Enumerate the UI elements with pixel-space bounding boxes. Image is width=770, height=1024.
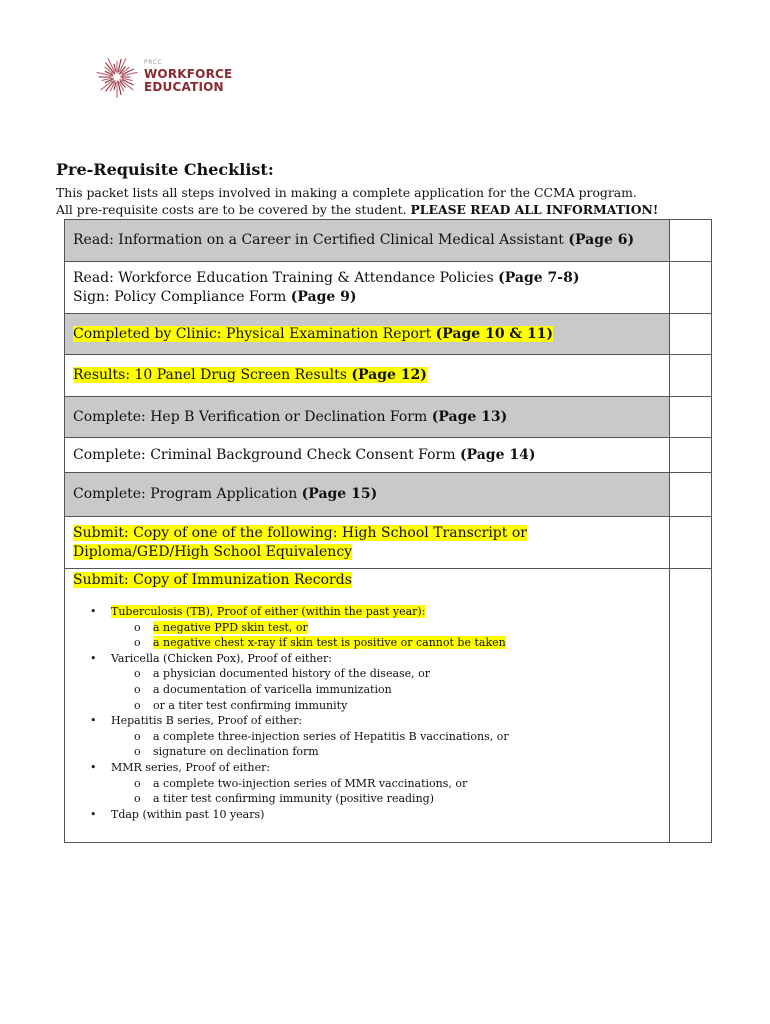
sub-list [111,666,661,713]
item-label: Read: Workforce Education Training & Attendance Policies [73,269,494,286]
intro-line-1: This packet lists all steps involved in making a complete application for the CCMA program. [56,185,637,200]
checklist-row-transcript [65,517,711,569]
sub-list-item [111,776,661,792]
sub-list-item [111,635,661,651]
row-text [65,438,669,472]
item-label: Submit: Copy of one of the following: High School Transcript or [73,524,527,541]
list-item [73,713,661,760]
sub-item-text: a complete three-injection series of Hepatitis B vaccinations, or [153,729,509,743]
list-item [73,604,661,651]
page-ref: (Page 7-8) [498,269,580,286]
immunization-heading: Submit: Copy of Immunization Records [73,572,352,588]
item-label: Read: Information on a Career in Certified Clinical Medical Assistant [73,232,564,248]
item-label: Sign: Policy Compliance Form [73,288,287,305]
item-label: Completed by Clinic: Physical Examination Report [73,325,432,342]
sub-list-item [111,698,661,714]
logo-line2: EDUCATION [144,80,224,94]
page-ref: (Page 14) [459,446,536,463]
intro-text [56,184,736,218]
intro-line-2 [56,201,736,218]
list-item [73,760,661,807]
checkbox-cell[interactable] [669,473,711,516]
item-label: Diploma/GED/High School Equivalency [73,543,353,560]
sub-item-text: a titer test confirming immunity (positive reading) [153,792,434,806]
sub-item-text: a physician documented history of the disease, or [153,667,431,681]
sub-list-item [111,744,661,760]
item-label: Tuberculosis (TB), Proof of either (within the past year): [111,605,426,618]
sub-list-item [111,729,661,745]
checklist-row-drug-screen [65,355,711,397]
checkbox-cell[interactable] [669,355,711,396]
sub-item-text: a negative chest x-ray if skin test is positive or cannot be taken [153,636,506,650]
sub-item-text: a negative PPD skin test, or [153,620,308,634]
sub-list [111,729,661,760]
checkbox-cell[interactable] [669,262,711,313]
row-text [65,262,669,313]
row-text [65,517,669,568]
item-label: Results: 10 Panel Drug Screen Results [73,367,347,383]
page-ref: (Page 13) [431,408,508,425]
page-ref: (Page 15) [301,486,378,502]
prcc-workforce-education-logo [96,54,232,100]
sub-item-text: a documentation of varicella immunization [153,682,392,696]
sub-item-text: or a titer test confirming immunity [153,698,348,712]
checkbox-cell[interactable] [669,438,711,472]
sub-item-text: signature on declination form [153,745,319,759]
row-text [65,355,669,396]
page-ref: (Page 10 & 11) [435,325,554,342]
prerequisite-checklist-table [64,219,712,843]
item-label: MMR series, Proof of either: [111,760,271,774]
checkbox-cell[interactable] [669,569,711,842]
row-text [65,220,669,261]
immunization-list [73,604,661,822]
starburst-icon [96,54,138,100]
page-ref: (Page 9) [290,288,357,305]
checkbox-cell[interactable] [669,314,711,354]
page-ref: (Page 12) [351,367,427,383]
intro-warning: PLEASE READ ALL INFORMATION! [410,202,659,217]
intro-line-2-text: All pre-requisite costs are to be covered by the student. [56,202,407,217]
checkbox-cell[interactable] [669,220,711,261]
checkbox-cell[interactable] [669,397,711,437]
checkbox-cell[interactable] [669,517,711,568]
item-label: Complete: Program Application [73,486,298,502]
sub-list-item [111,620,661,636]
checklist-row-career-info [65,220,711,262]
page-ref: (Page 6) [568,232,635,248]
checklist-row-policies [65,262,711,314]
sub-list-item [111,682,661,698]
item-label: Complete: Hep B Verification or Declination Form [73,408,428,425]
page-title: Pre-Requisite Checklist: [56,160,274,179]
sub-list-item [111,791,661,807]
row-text [65,473,669,516]
item-label: Complete: Criminal Background Check Consent Form [73,446,456,463]
sub-list [111,776,661,807]
checklist-row-immunization [65,569,711,842]
sub-item-text: a complete two-injection series of MMR vaccinations, or [153,776,468,790]
sub-list [111,620,661,651]
row-text [65,569,669,842]
checklist-row-background-check [65,438,711,473]
checklist-row-physical-exam [65,314,711,355]
logo-line1: WORKFORCE [144,67,233,81]
row-text [65,314,669,354]
row-text [65,397,669,437]
checklist-row-hep-b-form [65,397,711,438]
item-label: Hepatitis B series, Proof of either: [111,714,303,728]
list-item [73,651,661,713]
item-label: Tdap (within past 10 years) [111,807,265,821]
logo-small-text: PRCC [144,59,163,66]
checklist-row-program-application [65,473,711,517]
sub-list-item [111,666,661,682]
item-label: Varicella (Chicken Pox), Proof of either: [111,651,332,665]
list-item [73,807,661,823]
